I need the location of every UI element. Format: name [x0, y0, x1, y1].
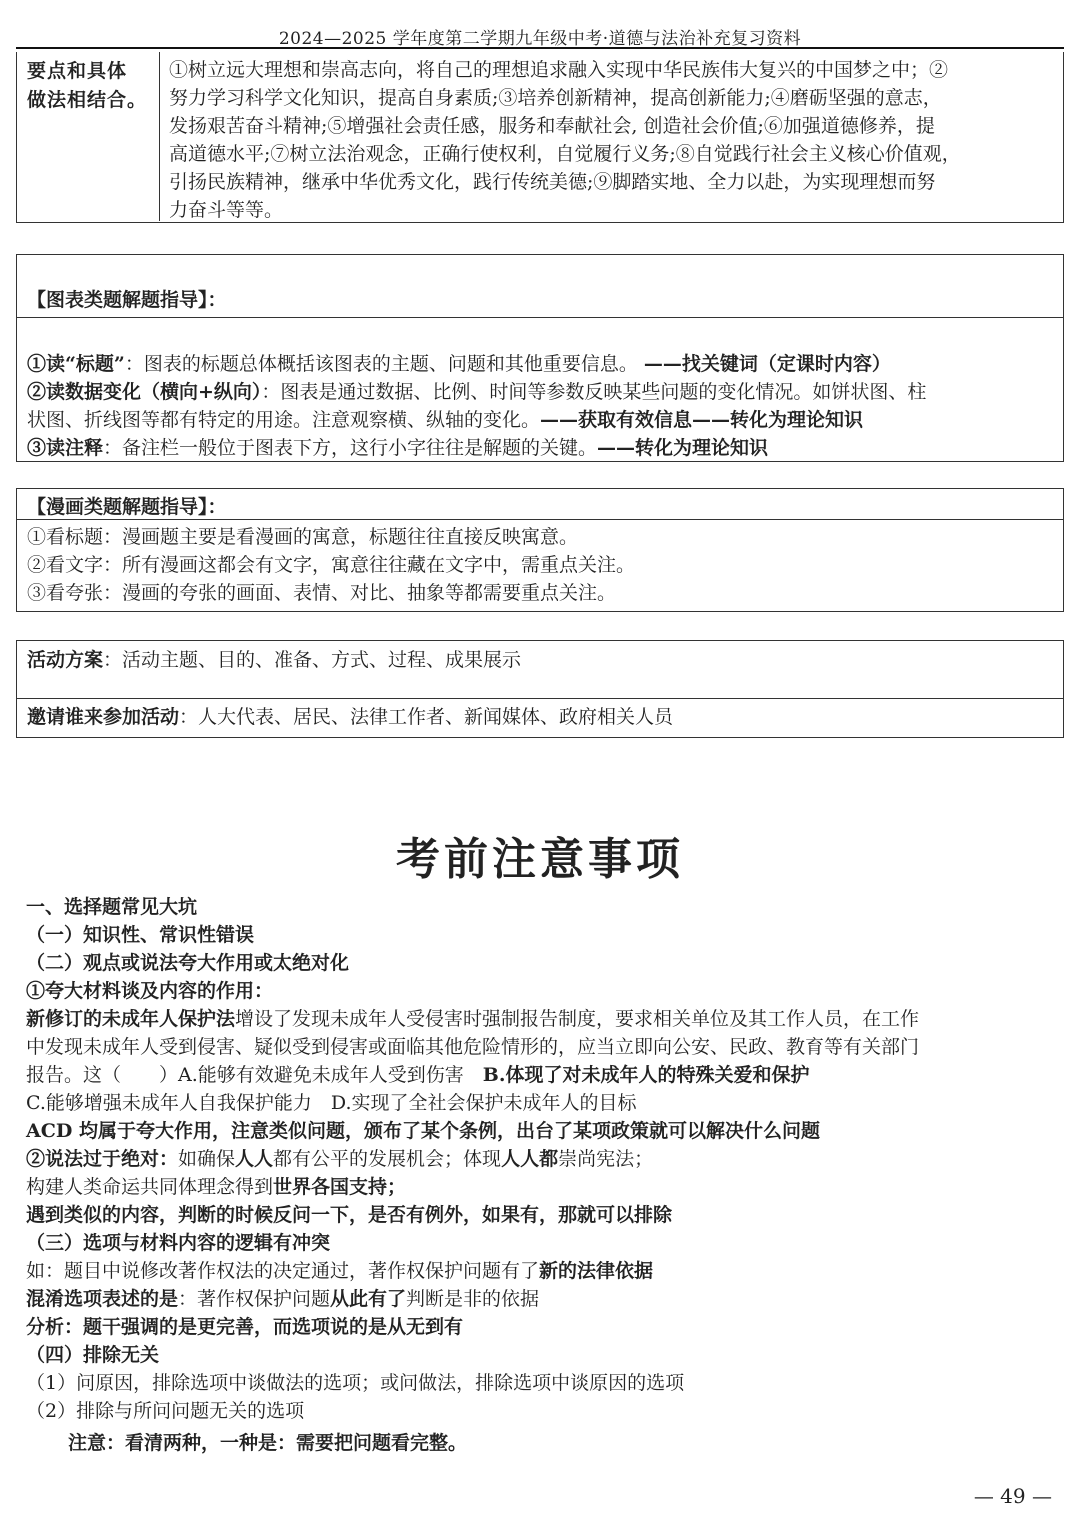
option-a: 报告。这（ ）A.能够有效避免未成年人受到伤害 — [26, 1064, 483, 1086]
chart-guide-line-4 — [27, 433, 768, 460]
example-text: 增设了发现未成年人受侵害时强制报告制度，要求相关单位及其工作人员，在工作 — [235, 1008, 920, 1030]
example-line-12: （1）问原因，排除选项中谈做法的选项；或问做法，排除选项中谈原因的选项 — [26, 1372, 685, 1394]
activity-invite-text: ：人大代表、居民、法律工作者、新闻媒体、政府相关人员 — [179, 706, 674, 728]
activity-invite-label: 邀请谁来参加活动 — [27, 706, 180, 728]
confuse-label: 混淆选项表述的是 — [26, 1288, 179, 1310]
header-rule — [16, 47, 1064, 49]
notes-section-1: 一、选择题常见大坑 — [26, 896, 198, 918]
example-line-8: 遇到类似的内容，判断的时候反问一下，是否有例外，如果有，那就可以排除 — [26, 1204, 673, 1226]
example-line-13: （2）排除与所问问题无关的选项 — [26, 1400, 305, 1422]
comic-guide-divider — [17, 519, 1063, 520]
copyright-text: 如：题目中说修改著作权法的决定通过，著作权保护问题有了 — [26, 1260, 540, 1282]
table-label-line-1: 要点和具体 — [27, 60, 128, 82]
absolute-key-2: 人人都 — [501, 1148, 559, 1170]
read-data-text: ：图表是通过数据、比例、时间等参数反映某些问题的变化情况。如饼状图、柱 — [261, 381, 927, 403]
example-law-name: 新修订的未成年人保护法 — [26, 1008, 236, 1030]
read-title-tail: ——找关键词（定课时内容） — [643, 353, 891, 375]
example-line-7 — [26, 1172, 406, 1199]
table-label-line-2: 做法相结合。 — [27, 89, 148, 111]
activity-plan — [27, 645, 521, 672]
community-key: 世界各国支持； — [273, 1176, 407, 1198]
example-line-10 — [26, 1284, 539, 1311]
option-b: B.体现了对未成年人的特殊关爱和保护 — [482, 1064, 810, 1086]
example-line-9 — [26, 1256, 653, 1283]
example-line-6 — [26, 1144, 653, 1171]
absolute-text-3: 崇尚宪法； — [558, 1148, 654, 1170]
content-line: ①树立远大理想和崇高志向，将自己的理想追求融入实现中华民族伟大复兴的中国梦之中；② — [169, 59, 949, 81]
activity-box — [16, 640, 1064, 738]
page-number: — 49 — — [973, 1484, 1052, 1508]
read-notes-lead: ③读注释 — [27, 437, 104, 459]
confuse-text-2: 判断是非的依据 — [406, 1288, 540, 1310]
read-notes-text: ：备注栏一般位于图表下方，这行小字往往是解题的关键。 — [103, 437, 598, 459]
notes-subsection-3: （三）选项与材料内容的逻辑有冲突 — [26, 1232, 331, 1254]
chart-guide-line-2 — [27, 377, 926, 404]
chart-guide-title: 【图表类题解题指导】： — [27, 289, 227, 311]
chart-guide-line-1 — [27, 349, 891, 376]
comic-guide-item: ②看文字：所有漫画这都会有文字，寓意往往藏在文字中，需重点关注。 — [27, 554, 636, 576]
content-line: 引扬民族精神，继承中华优秀文化，践行传统美德;⑨脚踏实地、全力以赴，为实现理想而努 — [169, 171, 936, 193]
example-line-4: C.能够增强未成年人自我保护能力 D.实现了全社会保护未成年人的目标 — [26, 1092, 637, 1114]
content-line: 力奋斗等等。 — [169, 199, 284, 221]
comic-guide-title: 【漫画类题解题指导】： — [27, 496, 227, 518]
activity-plan-text: ：活动主题、目的、准备、方式、过程、成果展示 — [103, 649, 522, 671]
chart-guide-divider — [17, 317, 1063, 318]
absolute-label: ②说法过于绝对： — [26, 1148, 179, 1170]
read-data-text-2: 状图、折线图等都有特定的用途。注意观察横、纵轴的变化。 — [27, 409, 541, 431]
confuse-text-1: ：著作权保护问题 — [178, 1288, 331, 1310]
content-line: 努力学习科学文化知识，提高自身素质;③培养创新精神，提高创新能力;④磨砺坚强的意志， — [169, 87, 942, 109]
community-text: 构建人类命运共同体理念得到 — [26, 1176, 274, 1198]
read-data-tail: ——获取有效信息——转化为理论知识 — [540, 409, 864, 431]
activity-divider — [17, 698, 1063, 699]
content-line: 高道德水平;⑦树立法治观念，正确行使权利，自觉履行义务;⑧自觉践行社会主义核心价值观， — [169, 143, 961, 165]
notes-subsection-2: （二）观点或说法夸大作用或太绝对化 — [26, 952, 350, 974]
table-label-cell — [17, 52, 160, 221]
read-title-lead: ①读“标题” — [27, 353, 125, 375]
example-line-3 — [26, 1060, 809, 1087]
comic-guide-item: ③看夸张：漫画的夸张的画面、表情、对比、抽象等都需要重点关注。 — [27, 582, 617, 604]
activity-plan-label: 活动方案 — [27, 649, 104, 671]
notes-point-exaggerate: ①夸大材料谈及内容的作用： — [26, 980, 274, 1002]
chart-guide-box — [16, 254, 1064, 462]
comic-guide-box — [16, 488, 1064, 612]
key-points-table — [16, 52, 1064, 223]
content-line: 发扬艰苦奋斗精神;⑤增强社会责任感，服务和奉献社会, 创造社会价值;⑥加强道德修养，提 — [169, 115, 935, 137]
example-line-11: 分析：题干强调的是更完善，而选项说的是从无到有 — [26, 1316, 464, 1338]
notes-title: 考前注意事项 — [396, 834, 684, 885]
read-title-text: ：图表的标题总体概括该图表的主题、问题和其他重要信息。 — [124, 353, 644, 375]
chart-guide-line-3 — [27, 405, 863, 432]
read-notes-tail: ——转化为理论知识 — [597, 437, 769, 459]
running-header: 2024—2025 学年度第二学期九年级中考·道德与法治补充复习资料 — [278, 29, 802, 49]
example-line-1 — [26, 1004, 919, 1031]
absolute-text-1: 如确保 — [178, 1148, 236, 1170]
read-data-lead: ②读数据变化（横向+纵向） — [27, 381, 262, 403]
example-line-5: ACD 均属于夸大作用，注意类似问题，颁布了某个条例，出台了某项政策就可以解决什么问题 — [26, 1120, 820, 1142]
absolute-text-2: 都有公平的发展机会；体现 — [273, 1148, 502, 1170]
absolute-key-1: 人人 — [235, 1148, 274, 1170]
example-line-14: 注意：看清两种，一种是：需要把问题看完整。 — [68, 1432, 468, 1454]
notes-subsection-4: （四）排除无关 — [26, 1344, 160, 1366]
confuse-key: 从此有了 — [330, 1288, 407, 1310]
comic-guide-item: ①看标题：漫画题主要是看漫画的寓意，标题往往直接反映寓意。 — [27, 526, 579, 548]
notes-subsection-1: （一）知识性、常识性错误 — [26, 924, 255, 946]
example-line-2: 中发现未成年人受到侵害、疑似受到侵害或面临其他危险情形的，应当立即向公安、民政、教育等有关部门 — [26, 1036, 920, 1058]
copyright-key: 新的法律依据 — [539, 1260, 654, 1282]
activity-invite — [27, 702, 673, 729]
